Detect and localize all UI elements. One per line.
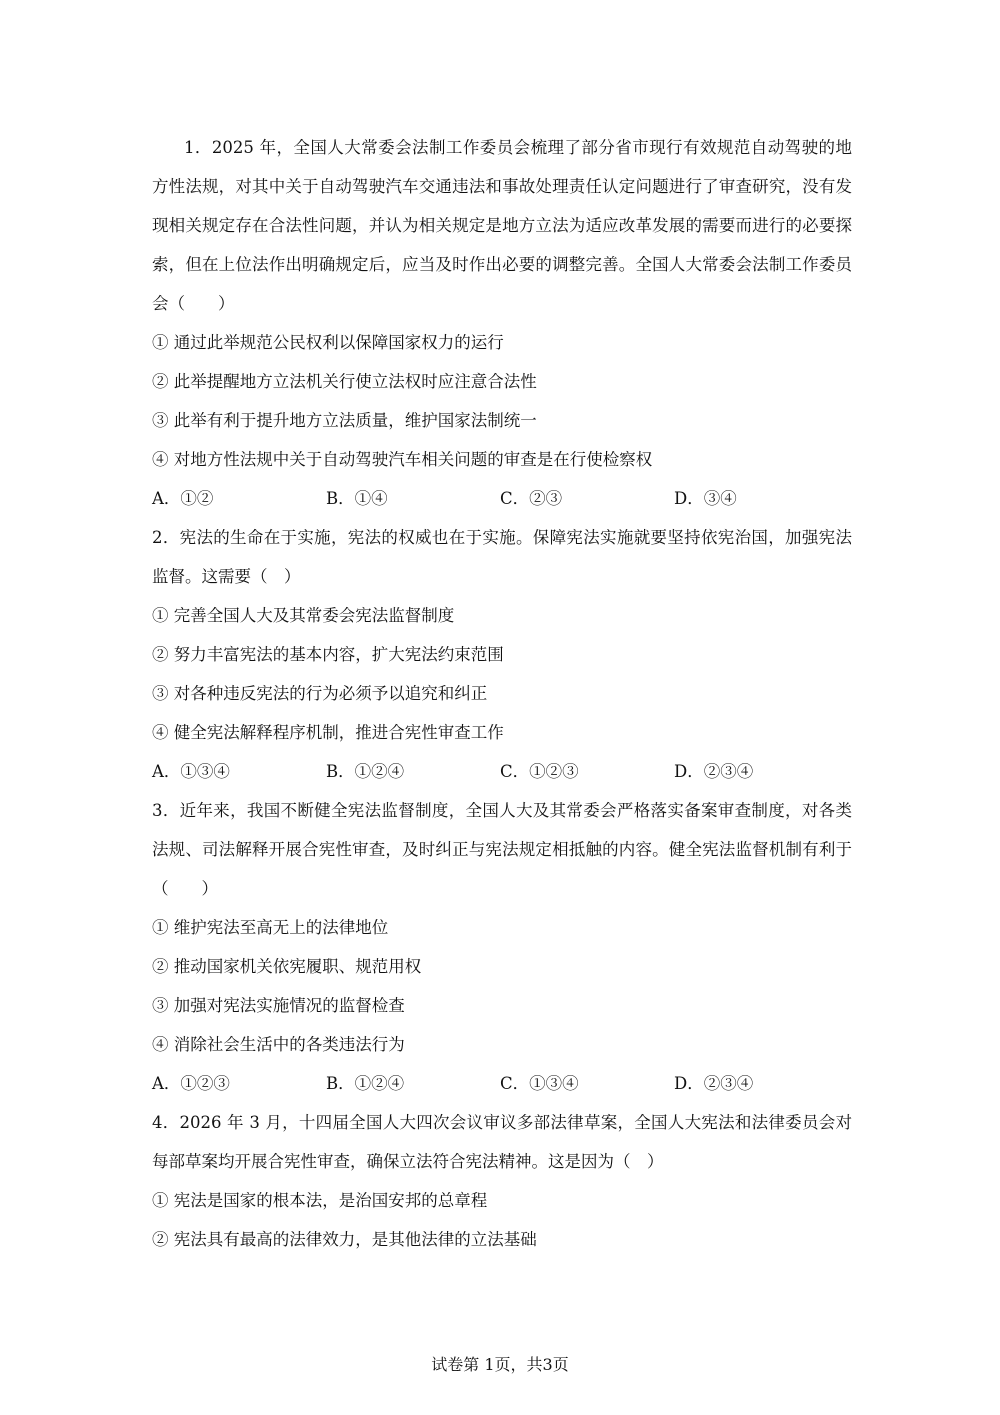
question-2 xyxy=(152,518,852,791)
option-statement: ④ 对地方性法规中关于自动驾驶汽车相关问题的审查是在行使检察权 xyxy=(152,450,653,469)
choice-a: A．①③④ xyxy=(152,762,230,781)
answer-choices xyxy=(152,752,852,791)
choice-c: C．①②③ xyxy=(500,762,579,781)
choice-b: B．①②④ xyxy=(326,1074,405,1093)
option-statement: ④ 健全宪法解释程序机制，推进合宪性审查工作 xyxy=(152,723,504,742)
choice-c: C．①③④ xyxy=(500,1074,579,1093)
option-statement: ② 努力丰富宪法的基本内容，扩大宪法约束范围 xyxy=(152,645,504,664)
choice-a: A．①② xyxy=(152,489,214,508)
question-list xyxy=(152,128,852,1259)
choice-d: D．②③④ xyxy=(674,762,754,781)
option-statement: ② 宪法具有最高的法律效力，是其他法律的立法基础 xyxy=(152,1230,537,1249)
question-4 xyxy=(152,1103,852,1259)
option-statement: ② 此举提醒地方立法机关行使立法权时应注意合法性 xyxy=(152,372,537,391)
option-statement: ① 宪法是国家的根本法，是治国安邦的总章程 xyxy=(152,1191,488,1210)
question-stem: 4．2026 年 3 月，十四届全国人大四次会议审议多部法律草案，全国人大宪法和法律委员会对每部草案均开展合宪性审查，确保立法符合宪法精神。这是因为（ ） xyxy=(152,1113,852,1171)
answer-choices xyxy=(152,1064,852,1103)
choice-d: D．③④ xyxy=(674,489,737,508)
choice-a: A．①②③ xyxy=(152,1074,230,1093)
option-statement: ② 推动国家机关依宪履职、规范用权 xyxy=(152,957,422,976)
choice-c: C．②③ xyxy=(500,489,563,508)
option-statement: ① 维护宪法至高无上的法律地位 xyxy=(152,918,389,937)
option-statement: ③ 此举有利于提升地方立法质量，维护国家法制统一 xyxy=(152,411,537,430)
question-stem: 3．近年来，我国不断健全宪法监督制度，全国人大及其常委会严格落实备案审查制度，对各类法规、司法解释开展合宪性审查，及时纠正与宪法规定相抵触的内容。健全宪法监督机制有利于（ ） xyxy=(152,801,852,898)
choice-d: D．②③④ xyxy=(674,1074,754,1093)
page-footer: 试卷第 1页，共3页 xyxy=(431,1355,569,1374)
question-stem: 2．宪法的生命在于实施，宪法的权威也在于实施。保障宪法实施就要坚持依宪治国，加强宪法监督。这需要（ ） xyxy=(152,528,852,586)
option-statement: ① 完善全国人大及其常委会宪法监督制度 xyxy=(152,606,455,625)
question-stem: 1．2025 年，全国人大常委会法制工作委员会梳理了部分省市现行有效规范自动驾驶的地方性法规，对其中关于自动驾驶汽车交通违法和事故处理责任认定问题进行了审查研究，没有发现相关规定存在合法性问题，并认为相关规定是地方立法为适应改革发展的需要而进行的必要探索，但在上位法作出明确规定后，应当及时作出必要的调整完善。全国人大常委会法制工作委员会（ ） xyxy=(152,138,852,313)
option-statement: ④ 消除社会生活中的各类违法行为 xyxy=(152,1035,405,1054)
answer-choices xyxy=(152,479,852,518)
choice-b: B．①②④ xyxy=(326,762,405,781)
question-3 xyxy=(152,791,852,1103)
option-statement: ③ 加强对宪法实施情况的监督检查 xyxy=(152,996,405,1015)
question-1 xyxy=(152,128,852,518)
choice-b: B．①④ xyxy=(326,489,388,508)
option-statement: ③ 对各种违反宪法的行为必须予以追究和纠正 xyxy=(152,684,488,703)
option-statement: ① 通过此举规范公民权利以保障国家权力的运行 xyxy=(152,333,504,352)
